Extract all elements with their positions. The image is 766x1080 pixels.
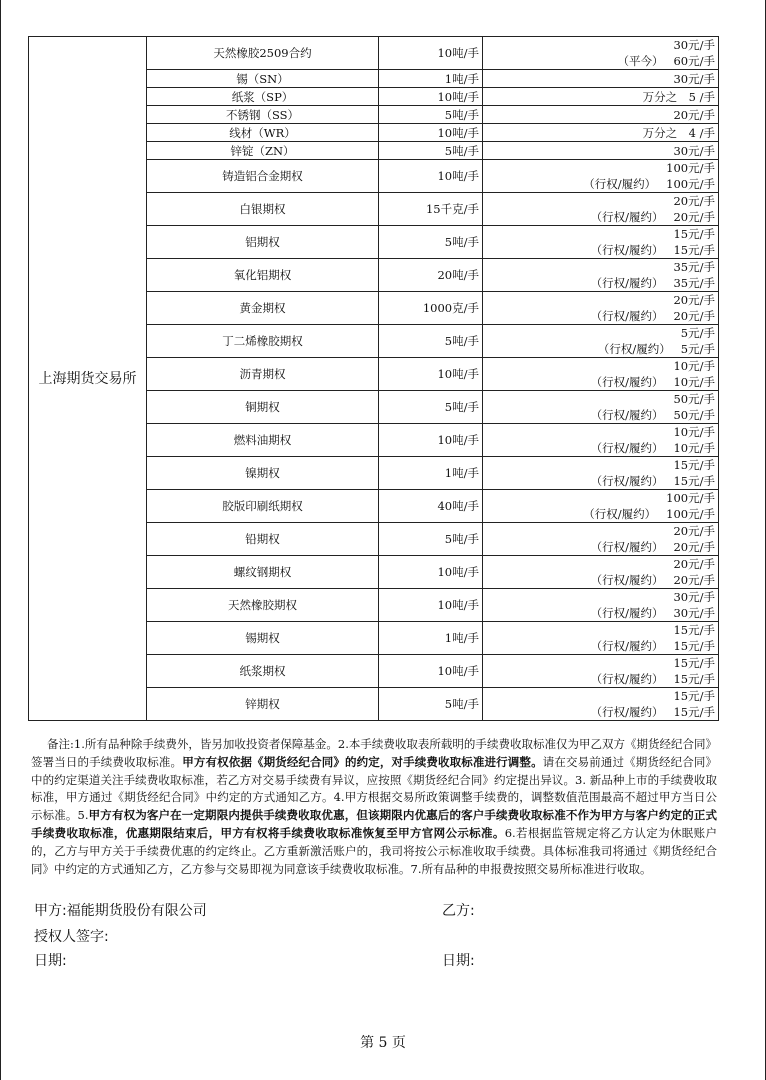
fee-value: 10元/手 bbox=[673, 425, 715, 439]
product-cell: 铝期权 bbox=[147, 226, 379, 259]
fee-table-body bbox=[29, 37, 719, 721]
fee-cell bbox=[483, 391, 719, 424]
fee-note: （行权/履约） bbox=[597, 342, 671, 356]
unit-cell: 10吨/手 bbox=[379, 556, 483, 589]
fee-value: 15元/手 bbox=[673, 672, 715, 686]
fee-cell bbox=[483, 688, 719, 721]
party-a-date-label: 日期: bbox=[34, 953, 67, 969]
fee-cell bbox=[483, 259, 719, 292]
fee-value: 15元/手 bbox=[673, 656, 715, 670]
fee-note: （行权/履约） bbox=[590, 375, 664, 389]
product-cell: 胶版印刷纸期权 bbox=[147, 490, 379, 523]
product-cell: 白银期权 bbox=[147, 193, 379, 226]
product-cell: 螺纹钢期权 bbox=[147, 556, 379, 589]
fee-note: （行权/履约） bbox=[590, 441, 664, 455]
fee-table bbox=[28, 36, 719, 721]
fee-cell bbox=[483, 457, 719, 490]
fee-cell bbox=[483, 655, 719, 688]
unit-cell: 5吨/手 bbox=[379, 523, 483, 556]
fee-value: 50元/手 bbox=[673, 392, 715, 406]
fee-note: （行权/履约） bbox=[583, 177, 657, 191]
product-cell: 燃料油期权 bbox=[147, 424, 379, 457]
fee-value: 10元/手 bbox=[673, 375, 715, 389]
fee-value: 20元/手 bbox=[673, 210, 715, 224]
fee-value: 100元/手 bbox=[666, 177, 715, 191]
unit-cell: 10吨/手 bbox=[379, 358, 483, 391]
fee-value: 15元/手 bbox=[673, 639, 715, 653]
product-cell: 锡期权 bbox=[147, 622, 379, 655]
fee-value: 30元/手 bbox=[673, 38, 715, 52]
remark-segment: 备注:1.所有品种除手续费外，皆另加收投资者保障基金。2.本手续费收取表所载明的手续费收取标准仅为甲乙双方《期货经纪合同》签署当日的手续费收取标准。 bbox=[31, 737, 717, 769]
fee-note: （行权/履约） bbox=[590, 243, 664, 257]
fee-cell bbox=[483, 523, 719, 556]
fee-value: 万分之 5 /手 bbox=[642, 89, 715, 104]
fee-note: （平今） bbox=[617, 54, 664, 68]
product-cell: 锌锭（ZN） bbox=[147, 142, 379, 160]
party-b-label: 乙方: bbox=[442, 903, 475, 919]
fee-value: 15元/手 bbox=[673, 243, 715, 257]
unit-cell: 10吨/手 bbox=[379, 160, 483, 193]
fee-value: 20元/手 bbox=[673, 309, 715, 323]
unit-cell: 15千克/手 bbox=[379, 193, 483, 226]
unit-cell: 10吨/手 bbox=[379, 655, 483, 688]
fee-value: 万分之 4 /手 bbox=[642, 125, 715, 140]
fee-cell bbox=[483, 622, 719, 655]
fee-value: 15元/手 bbox=[673, 623, 715, 637]
fee-note: （行权/履约） bbox=[590, 540, 664, 554]
table-row bbox=[29, 37, 719, 70]
exchange-name-cell: 上海期货交易所 bbox=[29, 37, 147, 721]
fee-cell bbox=[483, 424, 719, 457]
fee-note: （行权/履约） bbox=[583, 507, 657, 521]
product-cell: 天然橡胶期权 bbox=[147, 589, 379, 622]
fee-cell bbox=[483, 124, 719, 142]
product-cell: 锡（SN） bbox=[147, 70, 379, 88]
product-cell: 氧化铝期权 bbox=[147, 259, 379, 292]
unit-cell: 10吨/手 bbox=[379, 424, 483, 457]
product-cell: 沥青期权 bbox=[147, 358, 379, 391]
fee-value: 20元/手 bbox=[673, 557, 715, 571]
unit-cell: 10吨/手 bbox=[379, 88, 483, 106]
fee-cell bbox=[483, 193, 719, 226]
fee-note: （行权/履约） bbox=[590, 573, 664, 587]
fee-cell bbox=[483, 325, 719, 358]
fee-note: （行权/履约） bbox=[590, 474, 664, 488]
fee-value: 15元/手 bbox=[673, 689, 715, 703]
fee-note: （行权/履约） bbox=[590, 276, 664, 290]
unit-cell: 1吨/手 bbox=[379, 457, 483, 490]
fee-value: 30元/手 bbox=[673, 143, 715, 158]
product-cell: 铸造铝合金期权 bbox=[147, 160, 379, 193]
fee-cell bbox=[483, 88, 719, 106]
unit-cell: 5吨/手 bbox=[379, 106, 483, 124]
unit-cell: 5吨/手 bbox=[379, 391, 483, 424]
page-border-left bbox=[0, 0, 1, 1080]
fee-value: 20元/手 bbox=[673, 540, 715, 554]
fee-value: 15元/手 bbox=[673, 458, 715, 472]
fee-value: 20元/手 bbox=[673, 524, 715, 538]
remark-segment: 6.若根据监管规定将乙方认定为休眠账户的，乙方与甲方关于手续费优惠的约定终止。乙方重新激活账户的，我司将按公示标准收取手续费。具体标准我司将通过《期货经纪合同》中约定的方式通知乙方，乙方参与交易即视为同意该手续费收取标准。7.所有品种的申报费按照交易所标准进行收取。 bbox=[31, 825, 717, 876]
product-cell: 铅期权 bbox=[147, 523, 379, 556]
unit-cell: 1000克/手 bbox=[379, 292, 483, 325]
fee-value: 35元/手 bbox=[673, 276, 715, 290]
unit-cell: 10吨/手 bbox=[379, 589, 483, 622]
fee-value: 60元/手 bbox=[673, 54, 715, 68]
product-cell: 锌期权 bbox=[147, 688, 379, 721]
product-cell: 镍期权 bbox=[147, 457, 379, 490]
product-cell: 纸浆（SP） bbox=[147, 88, 379, 106]
fee-cell bbox=[483, 37, 719, 70]
remark-segment: 请在交易前通过《期货经纪合同》中的约定渠道关注手续费收取标准，若乙方对交易手续费有异议，应按照《期货经纪合同》约定提出异议。3. 新品种上市的手续费收取标准，甲方通过《期货经纪合同》中约定的方式通知乙方。4.甲方根据交易所政策调整手续费的，调整数值范围最高不超过甲方当日公示标准。5. bbox=[31, 754, 718, 823]
fee-note: （行权/履约） bbox=[590, 639, 664, 653]
party-b-date-label: 日期: bbox=[442, 953, 475, 969]
fee-value: 15元/手 bbox=[673, 227, 715, 241]
unit-cell: 5吨/手 bbox=[379, 226, 483, 259]
fee-cell bbox=[483, 490, 719, 523]
fee-value: 15元/手 bbox=[673, 705, 715, 719]
fee-cell bbox=[483, 556, 719, 589]
remark-bold-segment: 甲方有权为客户在一定期限内提供手续费收取优惠，但该期限内优惠后的客户手续费收取标准不作为甲方与客户约定的正式手续费收取标准，优惠期限结束后，甲方有权将手续费收取标准恢复至甲方官网公示标准。 bbox=[31, 808, 717, 840]
authorized-signature-label: 授权人签字: bbox=[34, 929, 109, 945]
fee-value: 5元/手 bbox=[680, 342, 715, 356]
fee-cell bbox=[483, 70, 719, 88]
fee-value: 100元/手 bbox=[666, 491, 715, 505]
fee-value: 20元/手 bbox=[673, 293, 715, 307]
product-cell: 黄金期权 bbox=[147, 292, 379, 325]
fee-cell bbox=[483, 106, 719, 124]
fee-value: 100元/手 bbox=[666, 507, 715, 521]
fee-value: 10元/手 bbox=[673, 359, 715, 373]
fee-value: 20元/手 bbox=[673, 107, 715, 122]
product-cell: 丁二烯橡胶期权 bbox=[147, 325, 379, 358]
unit-cell: 10吨/手 bbox=[379, 124, 483, 142]
fee-cell bbox=[483, 142, 719, 160]
product-cell: 铜期权 bbox=[147, 391, 379, 424]
unit-cell: 40吨/手 bbox=[379, 490, 483, 523]
unit-cell: 1吨/手 bbox=[379, 622, 483, 655]
fee-note: （行权/履约） bbox=[590, 705, 664, 719]
fee-value: 20元/手 bbox=[673, 194, 715, 208]
fee-note: （行权/履约） bbox=[590, 210, 664, 224]
fee-cell bbox=[483, 292, 719, 325]
fee-value: 30元/手 bbox=[673, 606, 715, 620]
fee-note: （行权/履约） bbox=[590, 408, 664, 422]
fee-value: 30元/手 bbox=[673, 71, 715, 86]
unit-cell: 5吨/手 bbox=[379, 688, 483, 721]
fee-note: （行权/履约） bbox=[590, 606, 664, 620]
fee-cell bbox=[483, 226, 719, 259]
product-cell: 线材（WR） bbox=[147, 124, 379, 142]
remarks-paragraph bbox=[31, 736, 717, 878]
fee-cell bbox=[483, 589, 719, 622]
fee-cell bbox=[483, 160, 719, 193]
fee-note: （行权/履约） bbox=[590, 672, 664, 686]
party-a-label: 甲方:福能期货股份有限公司 bbox=[34, 903, 207, 919]
page-number: 第 5 页 bbox=[360, 1035, 406, 1051]
fee-value: 15元/手 bbox=[673, 474, 715, 488]
unit-cell: 1吨/手 bbox=[379, 70, 483, 88]
product-cell: 天然橡胶2509合约 bbox=[147, 37, 379, 70]
fee-value: 50元/手 bbox=[673, 408, 715, 422]
unit-cell: 5吨/手 bbox=[379, 142, 483, 160]
unit-cell: 10吨/手 bbox=[379, 37, 483, 70]
unit-cell: 5吨/手 bbox=[379, 325, 483, 358]
fee-value: 35元/手 bbox=[673, 260, 715, 274]
unit-cell: 20吨/手 bbox=[379, 259, 483, 292]
fee-value: 10元/手 bbox=[673, 441, 715, 455]
fee-value: 100元/手 bbox=[666, 161, 715, 175]
remark-bold-segment: 甲方有权依据《期货经纪合同》的约定，对手续费收取标准进行调整。 bbox=[182, 754, 543, 769]
fee-value: 30元/手 bbox=[673, 590, 715, 604]
fee-value: 20元/手 bbox=[673, 573, 715, 587]
product-cell: 不锈钢（SS） bbox=[147, 106, 379, 124]
fee-note: （行权/履约） bbox=[590, 309, 664, 323]
fee-value: 5元/手 bbox=[680, 326, 715, 340]
product-cell: 纸浆期权 bbox=[147, 655, 379, 688]
fee-cell bbox=[483, 358, 719, 391]
